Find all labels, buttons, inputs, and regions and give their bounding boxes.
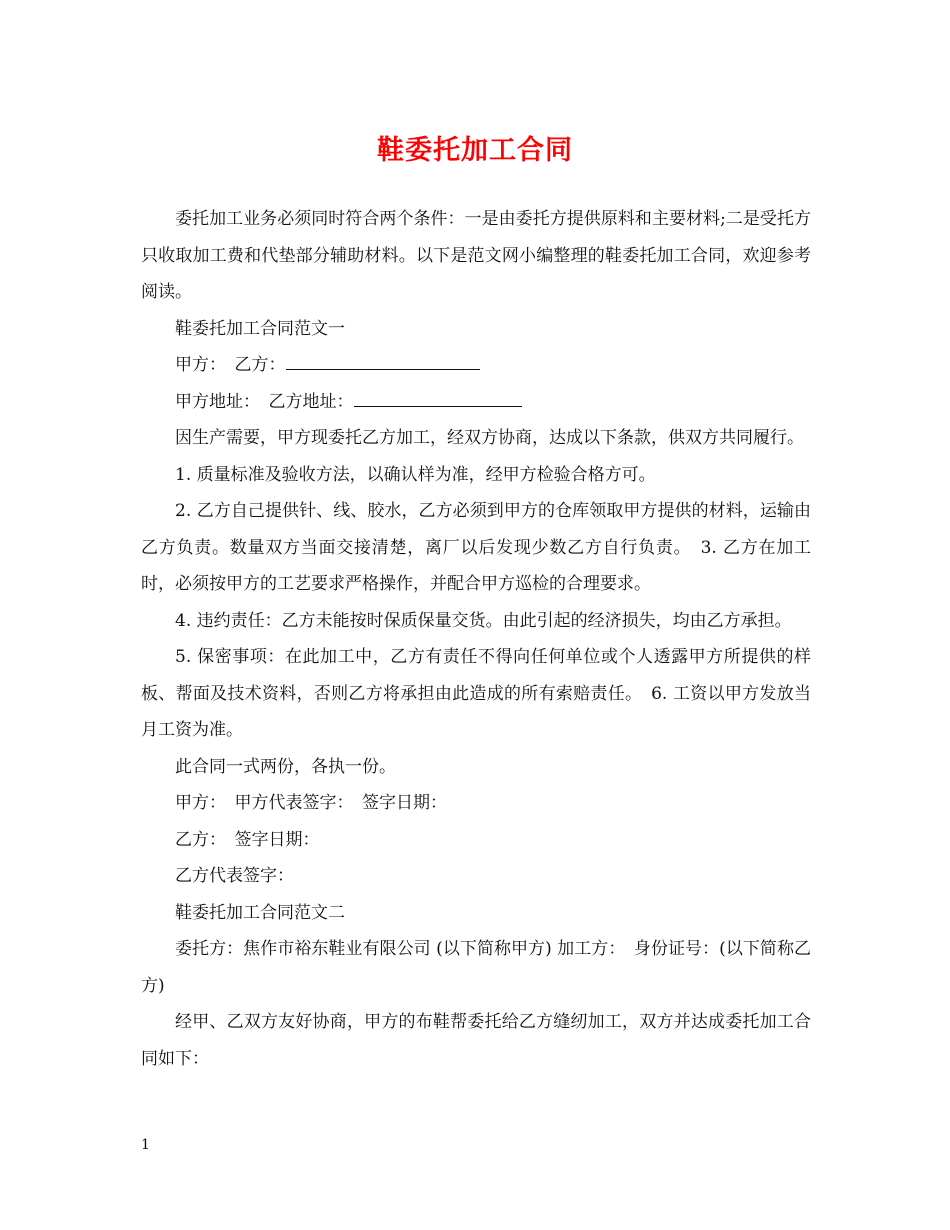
clause-2-3: 2. 乙方自己提供针、线、胶水，乙方必须到甲方的仓库领取甲方提供的材料，运输由乙方负责。数量双方当面交接清楚，离厂以后发现少数乙方自行负责。 3. 乙方在加工时，必须按甲方的工艺要求严格操作，并配合甲方巡检的合理要求。 <box>141 501 811 594</box>
clause-4: 4. 违约责任：乙方未能按时保质保量交货。由此引起的经济损失，均由乙方承担。 <box>175 610 792 631</box>
intro-paragraph: 委托加工业务必须同时符合两个条件：一是由委托方提供原料和主要材料;二是受托方只收取加工费和代垫部分辅助材料。以下是范文网小编整理的鞋委托加工合同，欢迎参考阅读。 <box>141 209 811 302</box>
sample2-heading: 鞋委托加工合同范文二 <box>175 902 345 923</box>
document-body <box>141 201 811 1077</box>
address-b-blank <box>354 392 522 407</box>
party-b-blank <box>286 355 480 370</box>
document-title: 鞋委托加工合同 <box>377 135 573 166</box>
clause-5-6: 5. 保密事项：在此加工中，乙方有责任不得向任何单位或个人透露甲方所提供的样板、帮面及技术资料，否则乙方将承担由此造成的所有索赔责任。 6. 工资以甲方发放当月工资为准。 <box>141 647 811 740</box>
signature-party-b: 乙方： 签字日期： <box>175 829 320 850</box>
page-number: 1 <box>141 1137 150 1153</box>
preamble-paragraph: 因生产需要，甲方现委托乙方加工，经双方协商，达成以下条款，供双方共同履行。 <box>175 428 804 448</box>
sample2-agreement: 经甲、乙双方友好协商，甲方的布鞋帮委托给乙方缝纫加工，双方并达成委托加工合同如下： <box>141 1012 811 1069</box>
copies-line: 此合同一式两份，各执一份。 <box>175 756 396 777</box>
party-line <box>141 347 811 384</box>
signature-party-a: 甲方： 甲方代表签字： 签字日期： <box>175 793 447 813</box>
address-line-text: 甲方地址： 乙方地址： <box>175 391 354 412</box>
signature-party-b-rep: 乙方代表签字： <box>175 866 294 886</box>
party-line-text: 甲方： 乙方： <box>175 355 286 375</box>
clause-1: 1. 质量标准及验收方法，以确认样为准，经甲方检验合格方可。 <box>175 464 656 485</box>
sample2-parties: 委托方：焦作市裕东鞋业有限公司 (以下简称甲方) 加工方： 身份证号：(以下简称乙方) <box>141 939 811 996</box>
address-line <box>141 384 811 421</box>
sample1-heading: 鞋委托加工合同范文一 <box>175 318 345 339</box>
